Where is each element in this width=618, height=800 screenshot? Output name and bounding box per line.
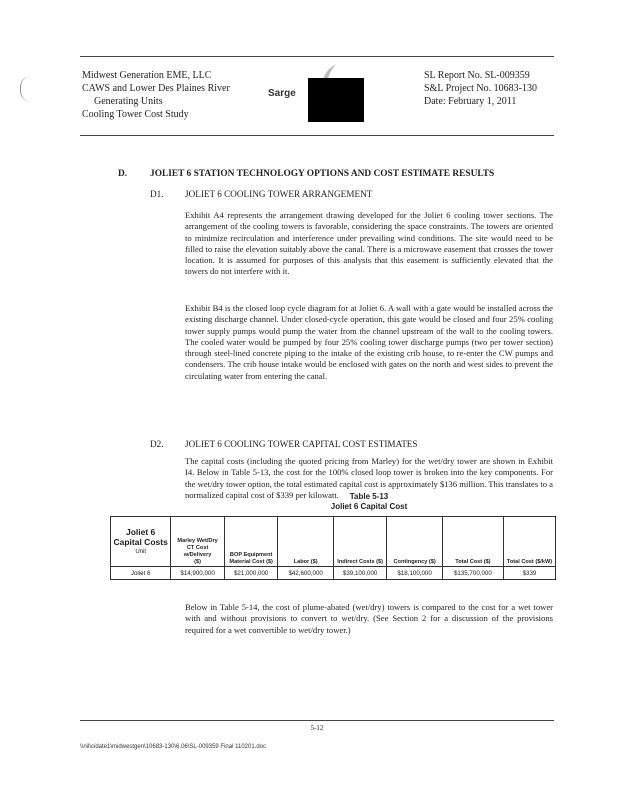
cell-unit: Joliet 6 <box>111 567 171 580</box>
table-caption <box>185 492 553 512</box>
project-units: Generating Units <box>94 96 163 107</box>
header-top-rule <box>80 56 554 57</box>
cell-labor: $42,600,000 <box>278 567 333 580</box>
table-caption-number: Table 5-13 <box>349 492 389 501</box>
table-header-bop-cost: BOP Equipment Material Cost ($) <box>224 517 278 567</box>
d2-paragraph-2: Below in Table 5-14, the cost of plume-abated (wet/dry) towers is compared to the cost for a wet tower with and without provisions to convert to wet/dry. (See Section 2 for a discussion of the provisions required for a wet convertible to wet/dry tower.) <box>185 602 553 635</box>
d2-paragraph-1: The capital costs (including the quoted pricing from Marley) for the wet/dry tower are shown in Exhibit I4. Below in Table 5-13, the cost for the 100% closed loop tower is broken into the key components. For the wet/dry tower option, the total estimated capital cost is approximately $136 million. This translates to a normalized capital cost of $339 per kilowatt. <box>185 456 553 500</box>
cell-indirect: $39,100,000 <box>333 567 387 580</box>
cell-bop-cost: $21,000,000 <box>224 567 278 580</box>
report-date: Date: February 1, 2011 <box>424 96 517 107</box>
table-header-labor: Labor ($) <box>278 517 333 567</box>
cell-contingency: $18,100,000 <box>387 567 442 580</box>
table-header-unit: Joliet 6 Capital Costs Unit <box>111 517 171 567</box>
table-header-contingency: Contingency ($) <box>387 517 442 567</box>
project-name: CAWS and Lower Des Plaines River <box>82 83 230 94</box>
report-number: SL Report No. SL-009359 <box>424 70 530 81</box>
page-number: 5-12 <box>310 724 324 732</box>
table-header-total-cost: Total Cost ($) <box>442 517 503 567</box>
header-left <box>82 69 230 121</box>
d1-number: D1. <box>150 189 164 199</box>
company-name: Midwest Generation EME, LLC <box>82 70 212 81</box>
d1-paragraph-1: Exhibit A4 represents the arrangement drawing developed for the Joliet 6 cooling tower sections. The arrangement of the cooling towers is favorable, considering the space constraints. The towers are oriented to minimize recirculation and interference under prevailing wind conditions. The site would need to be filled to raise the elevation suitably above the canal. There is a microwave easement that crosses the tower location. It is assumed for purposes of this analysis that this easement is sufficiently elevated that the towers do not interfere with it. <box>185 210 553 277</box>
capital-cost-table <box>110 516 556 580</box>
study-name: Cooling Tower Cost Study <box>82 109 189 120</box>
table-header-marley-cost: Marley Wet/Dry CT Cost w/Delivery ($) <box>171 517 225 567</box>
cell-marley-cost: $14,900,000 <box>171 567 225 580</box>
section-letter: D. <box>118 169 128 179</box>
page-edge-mark <box>20 76 31 102</box>
d2-number: D2. <box>150 439 164 449</box>
document-path: \\nil\cidate1\midwestgen\10683-130\6.06\SL-009359 Final 110201.doc <box>80 744 267 750</box>
sargent-logo <box>266 60 366 122</box>
table-header-total-per-kw: Total Cost ($/kW) <box>503 517 555 567</box>
table-header-row <box>111 517 556 567</box>
section-title: JOLIET 6 STATION TECHNOLOGY OPTIONS AND COST ESTIMATE RESULTS <box>150 169 495 179</box>
d2-title: JOLIET 6 COOLING TOWER CAPITAL COST ESTIMATES <box>185 439 418 449</box>
d1-paragraph-2: Exhibit B4 is the closed loop cycle diagram for at Joliet 6. A wall with a gate would be installed across the existing discharge channel. Under closed-cycle operation, this gate would be closed and four 25% cooling tower supply pumps would pump the water from the channel upstream of the wall to the cooling towers. The cooled water would be pumped by four 25% cooling tower discharge pumps (two per tower section) through steel-lined concrete piping to the intake of the existing crib house, to re-enter the CW pumps and condensers. The crib house intake would be enclosed with gates on the north and west sides to prevent the circulating water from entering the canal. <box>185 303 553 381</box>
header-bottom-rule <box>80 135 554 136</box>
table-header-indirect: Indirect Costs ($) <box>333 517 387 567</box>
table-row <box>111 567 556 580</box>
footer-rule <box>80 720 554 721</box>
d1-title: JOLIET 6 COOLING TOWER ARRANGEMENT <box>185 189 373 199</box>
logo-text: Sarge <box>268 88 296 99</box>
table-caption-title: Joliet 6 Capital Cost <box>330 502 408 511</box>
cell-total-per-kw: $339 <box>503 567 555 580</box>
redaction-box <box>308 78 364 122</box>
header-right <box>424 69 537 108</box>
project-number: S&L Project No. 10683-130 <box>424 83 537 94</box>
cell-total-cost: $135,700,000 <box>442 567 503 580</box>
